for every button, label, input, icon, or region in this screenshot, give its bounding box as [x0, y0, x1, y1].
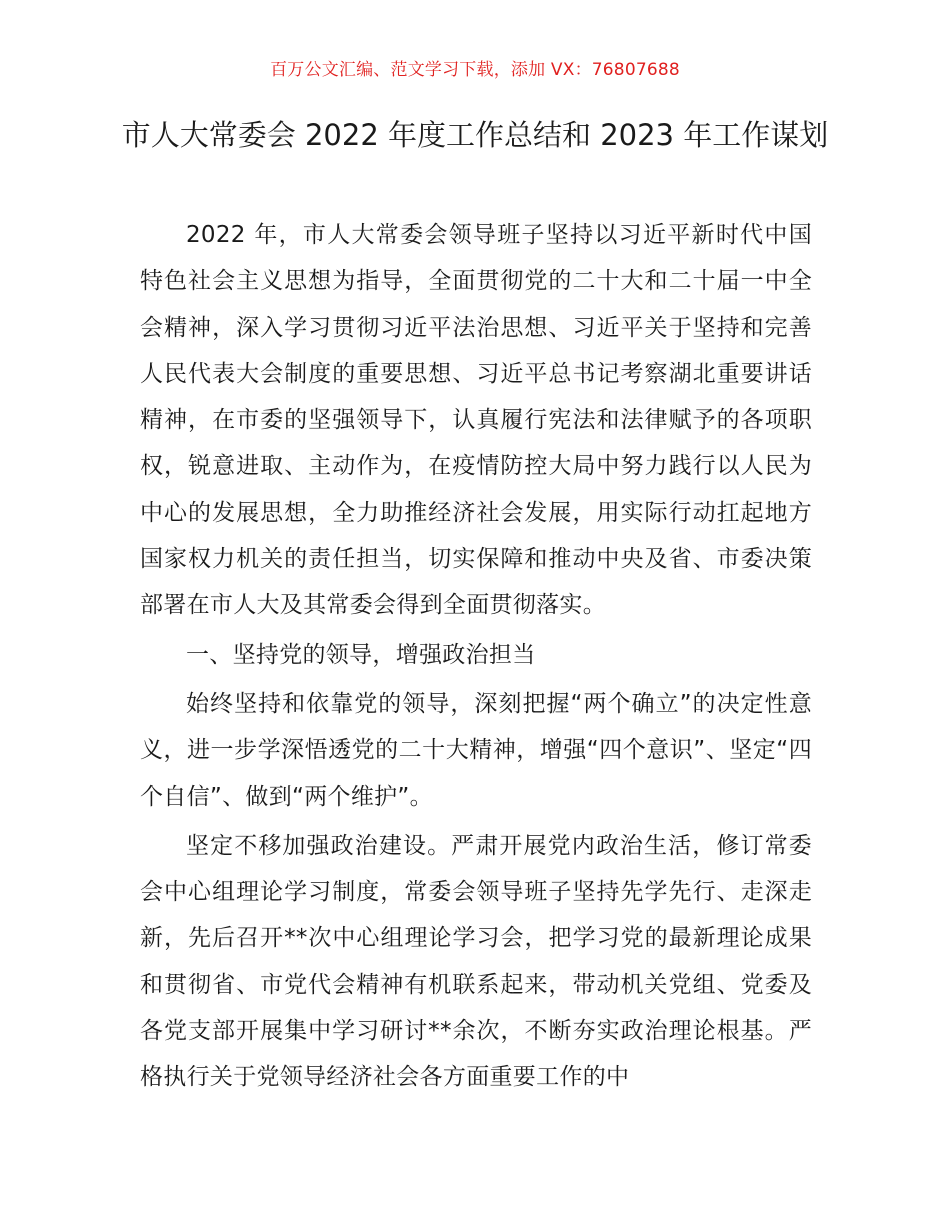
document-title: 市人大常委会 2022 年度工作总结和 2023 年工作谋划 — [121, 118, 829, 152]
document-body — [140, 212, 812, 1101]
section-heading-1: 一、坚持党的领导，增强政治担当 — [186, 641, 536, 668]
paragraph-intro: 2022 年，市人大常委会领导班子坚持以习近平新时代中国特色社会主义思想为指导，全面贯彻党的二十大和二十届一中全会精神，深入学习贯彻习近平法治思想、习近平关于坚持和完善人民代表大会制度的重要思想、习近平总书记考察湖北重要讲话精神，在市委的坚强领导下，认真履行宪法和法律赋予的各项职权，锐意进取、主动作为，在疫情防控大局中努力践行以人民为中心的发展思想，全力助推经济社会发展，用实际行动扛起地方国家权力机关的责任担当，切实保障和推动中央及省、市委决策部署在市人大及其常委会得到全面贯彻落实。 — [140, 222, 812, 619]
header-contact-note: 百万公文汇编、范文学习下载，添加 VX：76807688 — [270, 60, 680, 80]
paragraph-political-building: 坚定不移加强政治建设。严肃开展党内政治生活，修订常委会中心组理论学习制度，常委会领导班子坚持先学先行、走深走新，先后召开**次中心组理论学习会，把学习党的最新理论成果和贯彻省、市党代会精神有机联系起来，带动机关党组、党委及各党支部开展集中学习研讨**余次，不断夯实政治理论根基。严格执行关于党领导经济社会各方面重要工作的中 — [140, 832, 812, 1091]
paragraph-party-leadership: 始终坚持和依靠党的领导，深刻把握“两个确立”的决定性意义，进一步学深悟透党的二十大精神，增强“四个意识”、坚定“四个自信”、做到“两个维护”。 — [140, 690, 812, 810]
